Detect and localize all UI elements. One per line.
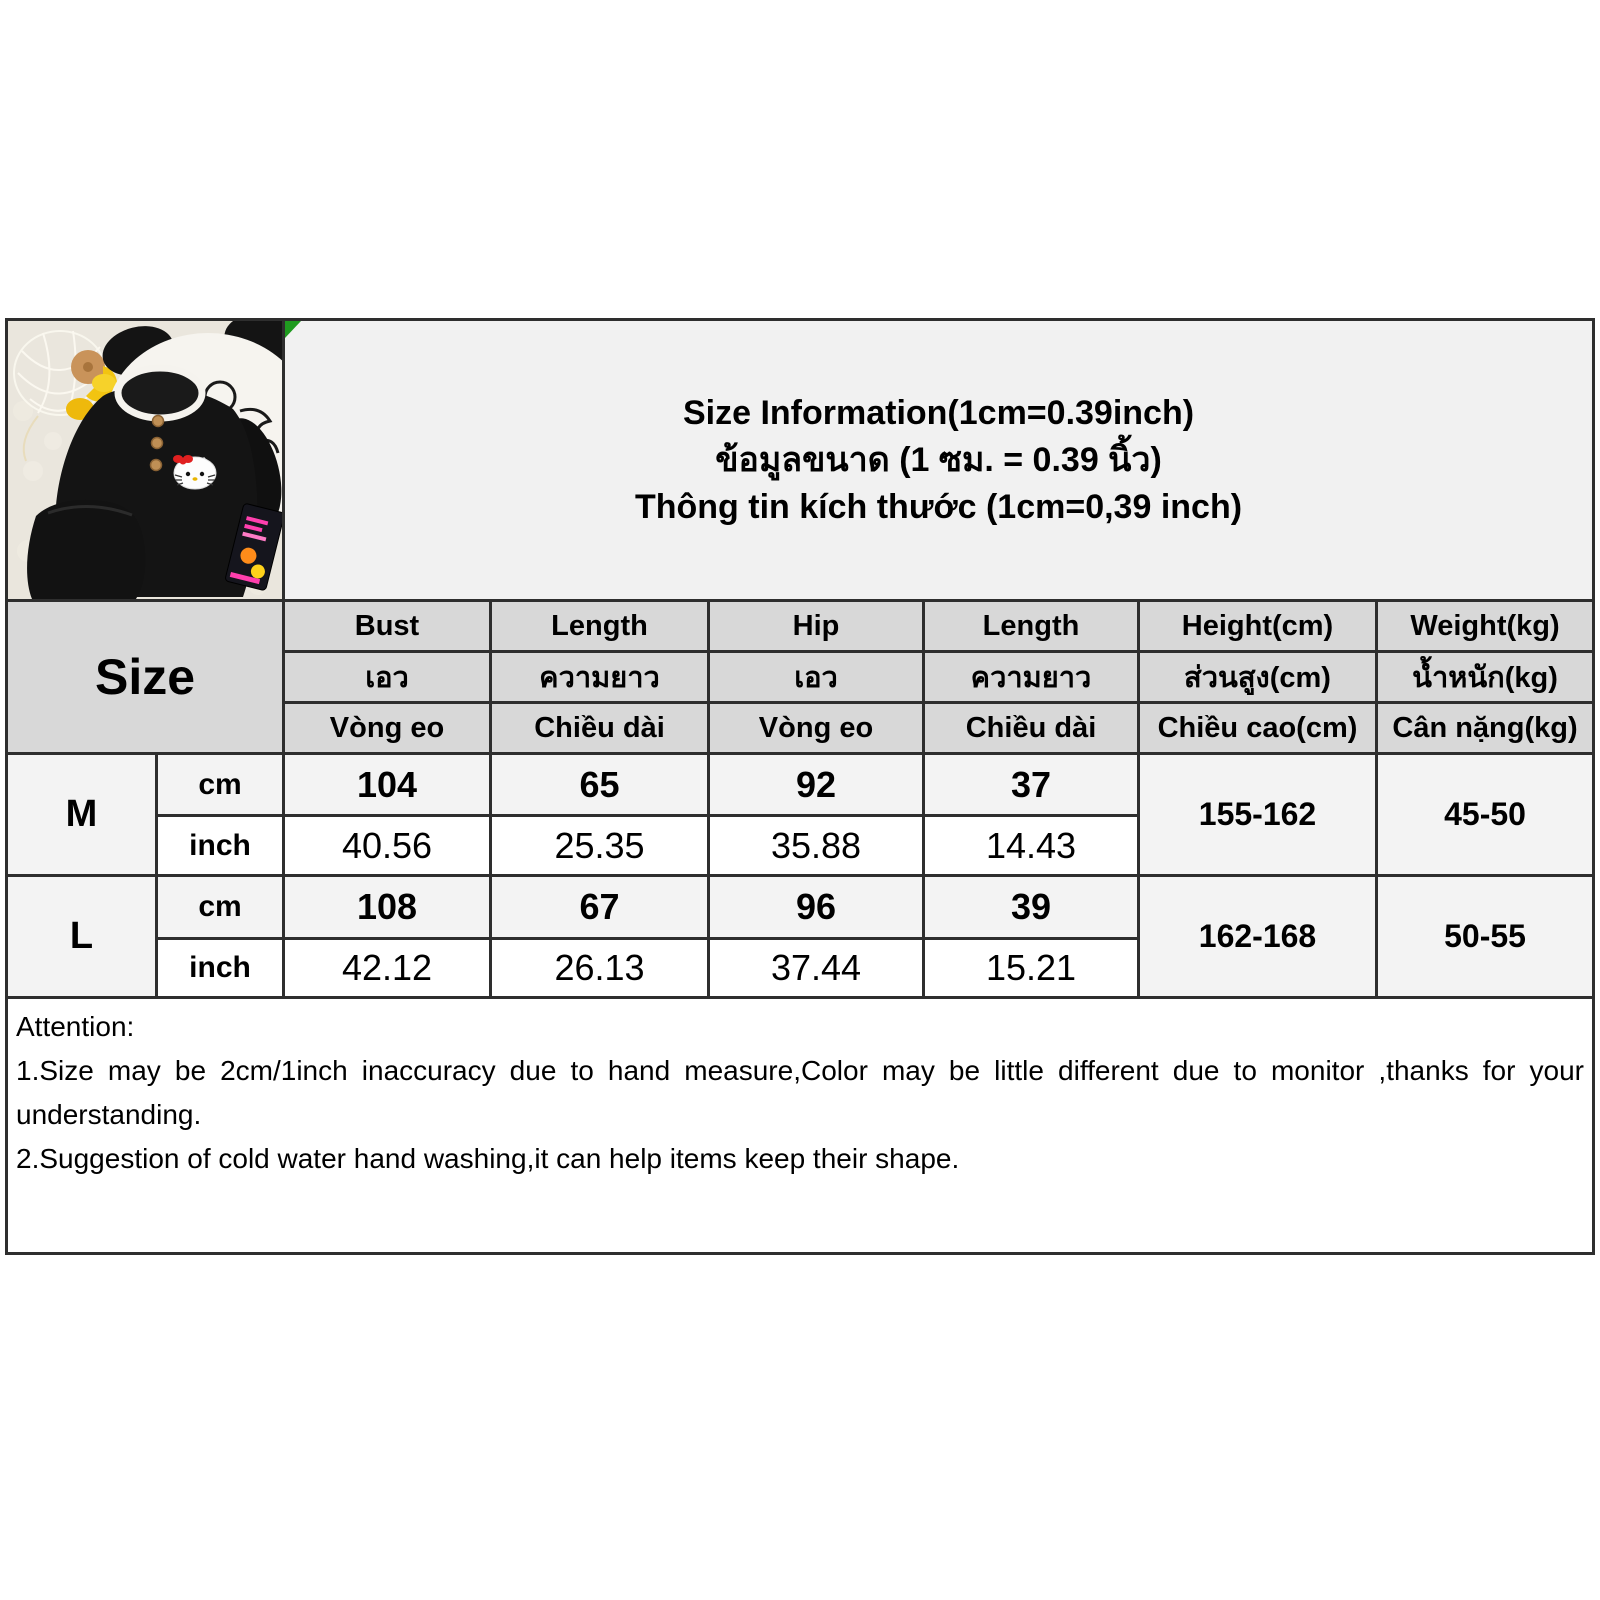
header-height-vi: Chiều cao(cm) (1139, 703, 1377, 754)
l-cm-hip: 96 (709, 876, 924, 939)
unit-cell-cm: cm (157, 876, 284, 939)
unit-cell-cm: cm (157, 754, 284, 816)
header-weight-th: น้ำหนัก(kg) (1377, 652, 1594, 703)
size-row-label-l: L (7, 876, 157, 998)
buttons (151, 416, 164, 471)
size-table (5, 318, 1595, 999)
attention-heading: Attention: (16, 1011, 135, 1042)
m-inch-length1: 25.35 (491, 816, 709, 876)
l-cm-length2: 39 (924, 876, 1139, 939)
l-height-range: 162-168 (1139, 876, 1377, 998)
size-corner-cell: Size (7, 601, 284, 754)
cell-corner-marker-icon (285, 321, 301, 338)
black-shorts (27, 500, 145, 599)
l-inch-bust: 42.12 (284, 939, 491, 998)
size-chart-sheet (5, 318, 1595, 1255)
size-info-title-vi: Thông tin kích thước (1cm=0,39 inch) (634, 487, 1243, 526)
header-bust-en: Bust (284, 601, 491, 652)
m-inch-hip: 35.88 (709, 816, 924, 876)
header-length2-th: ความยาว (924, 652, 1139, 703)
m-inch-bust: 40.56 (284, 816, 491, 876)
header-bust-vi: Vòng eo (284, 703, 491, 754)
l-inch-length2: 15.21 (924, 939, 1139, 998)
header-length1-th: ความยาว (491, 652, 709, 703)
header-height-en: Height(cm) (1139, 601, 1377, 652)
unit-cell-inch: inch (157, 816, 284, 876)
size-info-title-th: ข้อมูลขนาด (1 ซม. = 0.39 นิ้ว) (715, 440, 1162, 479)
header-length1-en: Length (491, 601, 709, 652)
m-height-range: 155-162 (1139, 754, 1377, 876)
m-cm-length2: 37 (924, 754, 1139, 816)
product-photo-cell (7, 320, 284, 601)
l-cm-length1: 67 (491, 876, 709, 939)
m-cm-bust: 104 (284, 754, 491, 816)
header-weight-vi: Cân nặng(kg) (1377, 703, 1594, 754)
size-row-label-m: M (7, 754, 157, 876)
header-hip-th: เอว (709, 652, 924, 703)
attention-note-1: 1.Size may be 2cm/1inch inaccuracy due to hand measure,Color may be little different due to monitor ,thanks for your understanding. (16, 1055, 1584, 1130)
m-weight-range: 45-50 (1377, 754, 1594, 876)
m-cm-length1: 65 (491, 754, 709, 816)
header-height-th: ส่วนสูง(cm) (1139, 652, 1377, 703)
header-length1-vi: Chiều dài (491, 703, 709, 754)
unit-cell-inch: inch (157, 939, 284, 998)
attention-note-2: 2.Suggestion of cold water hand washing,it can help items keep their shape. (16, 1143, 960, 1174)
m-cm-hip: 92 (709, 754, 924, 816)
l-cm-bust: 108 (284, 876, 491, 939)
wooden-bead-hole (83, 362, 93, 372)
product-photo (8, 321, 284, 599)
header-hip-vi: Vòng eo (709, 703, 924, 754)
header-hip-en: Hip (709, 601, 924, 652)
attention-box (5, 999, 1595, 1255)
size-info-title-cell (284, 320, 1594, 601)
l-inch-hip: 37.44 (709, 939, 924, 998)
size-info-title-en: Size Information(1cm=0.39inch) (682, 393, 1195, 432)
l-inch-length1: 26.13 (491, 939, 709, 998)
m-inch-length2: 14.43 (924, 816, 1139, 876)
header-weight-en: Weight(kg) (1377, 601, 1594, 652)
header-bust-th: เอว (284, 652, 491, 703)
header-length2-en: Length (924, 601, 1139, 652)
l-weight-range: 50-55 (1377, 876, 1594, 998)
header-length2-vi: Chiều dài (924, 703, 1139, 754)
